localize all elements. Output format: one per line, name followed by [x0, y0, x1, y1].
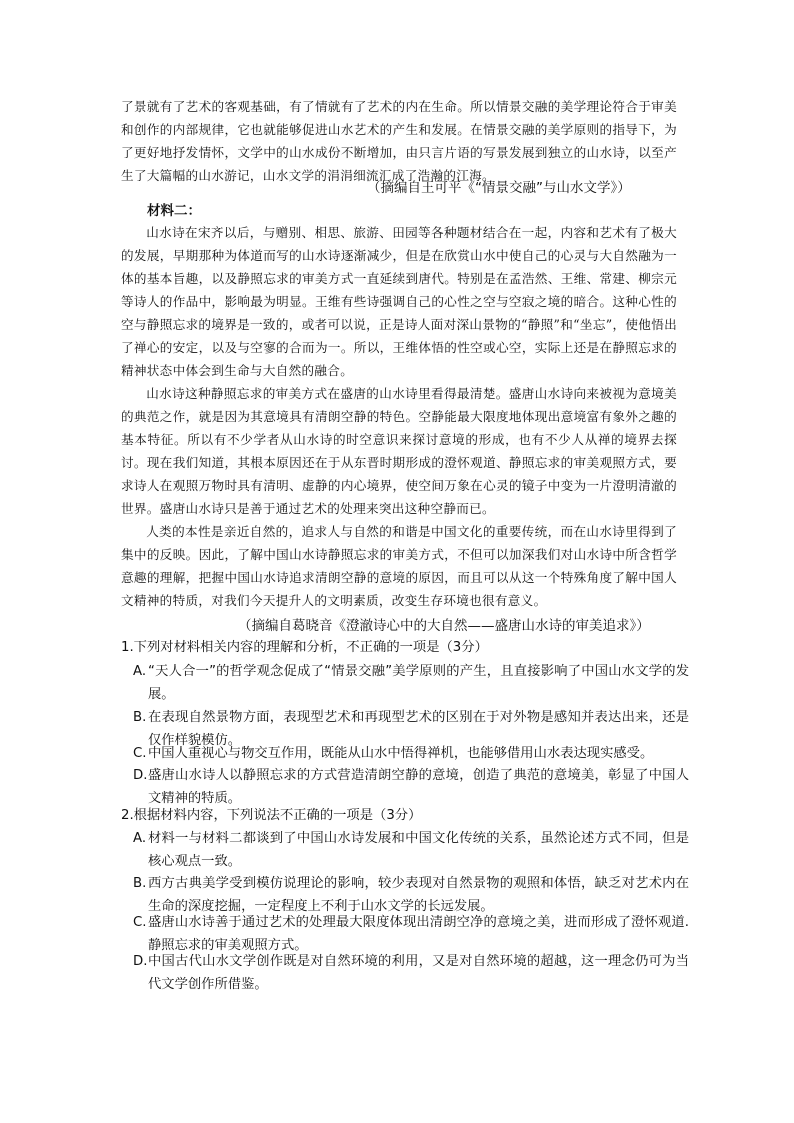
option-letter: C.: [133, 746, 147, 761]
option-letter: D.: [133, 954, 148, 969]
option-letter: D.: [133, 768, 148, 783]
material-two-paragraph-1: 山水诗在宋齐以后，与赠别、相思、旅游、田园等各种题材结合在一起，内容和艺术有了极大的发展，早期那种为体道而写的山水诗逐渐减少，但是在欣赏山水中使自己的心灵与大自然融为一体的基本旨趣，以及静照忘求的审美方式一直延续到唐代。特别是在孟浩然、王维、常建、柳宗元等诗人的作品中，影响最为明显。王维有些诗强调自己的心性之空与空寂之境的暗合。这种心性的空与静照忘求的境界是一致的，或者可以说，正是诗人面对深山景物的“静照”和“坐忘”，使他悟出了禅心的安定，以及与空寥的合而为一。所以，王维体悟的性空或心空，实际上还是在静照忘求的精神状态中体会到生命与大自然的融合。: [121, 225, 677, 378]
material-two-body: [121, 221, 677, 612]
option-letter: B.: [133, 710, 147, 725]
question-1-option-a[interactable]: [133, 660, 689, 706]
option-letter: A.: [133, 831, 147, 846]
material-two-paragraph-2: 山水诗这种静照忘求的审美方式在盛唐的山水诗里看得最清楚。盛唐山水诗向来被视为意境美的典范之作，就是因为其意境具有清朗空静的特色。空静能最大限度地体现出意境富有象外之趣的基本特征。所以有不少学者从山水诗的时空意识来探讨意境的形成，也有不少人从禅的境界去探讨。现在我们知道，其根本原因还在于从东晋时期形成的澄怀观道、静照忘求的审美观照方式，要求诗人在观照万物时具有清明、虚静的内心境界，使空间万象在心灵的镜子中变为一片澄明清澈的世界。盛唐山水诗只是善于通过艺术的处理来突出这种空静而已。: [121, 386, 677, 516]
question-1-option-d[interactable]: [133, 764, 689, 810]
material-two-heading: 材料二：: [147, 203, 201, 219]
question-2-option-d[interactable]: [133, 950, 689, 996]
option-text: 西方古典美学受到模仿说理论的影响，较少表现对自然景物的观照和体悟，缺乏对艺术内在生命的深度挖掘，一定程度上不利于山水文学的长远发展。: [148, 876, 689, 914]
option-text: “天人合一”的哲学观念促成了“情景交融”美学原则的产生，且直接影响了中国山水文学的发展。: [148, 664, 689, 702]
material-one-source: （摘编自王可平《“情景交融”与山水文学》）: [367, 180, 631, 196]
question-1-stem: 1.下列对材料相关内容的理解和分析，不正确的一项是（3分）: [121, 640, 488, 655]
option-text: 材料一与材料二都谈到了中国山水诗发展和中国文化传统的关系，虽然论述方式不同，但是核心观点一致。: [148, 831, 689, 869]
option-letter: A.: [133, 664, 147, 679]
question-1-option-c[interactable]: [133, 742, 689, 765]
option-letter: C.: [133, 915, 147, 930]
option-letter: B.: [133, 876, 147, 891]
option-text: 中国人重视心与物交互作用，既能从山水中悟得禅机，也能够借用山水表达现实感受。: [148, 746, 654, 761]
option-text: 中国古代山水文学创作既是对自然环境的利用，又是对自然环境的超越，这一理念仍可为当代文学创作所借鉴。: [148, 954, 689, 992]
question-2-stem: 2.根据材料内容，下列说法不正确的一项是（3分）: [121, 808, 422, 823]
material-one-excerpt: [121, 95, 677, 187]
material-two-paragraph-3: 人类的本性是亲近自然的，追求人与自然的和谐是中国文化的重要传统，而在山水诗里得到了集中的反映。因此，了解中国山水诗静照忘求的审美方式，不但可以加深我们对山水诗中所含哲学意趣的理解，把握中国山水诗追求清朗空静的意境的原因，而且可以从这一个特殊角度了解中国人文精神的特质，对我们今天提升人的文明素质，改变生存环境也很有意义。: [121, 524, 677, 608]
option-text: 在表现自然景物方面，表现型艺术和再现型艺术的区别在于对外物是感知并表达出来，还是仅作样貌模仿。: [148, 710, 689, 748]
material-one-paragraph: 了景就有了艺术的客观基础，有了情就有了艺术的内在生命。所以情景交融的美学理论符合于审美和创作的内部规律，它也就能够促进山水艺术的产生和发展。在情景交融的美学原则的指导下，为了更好地抒发情怀，文学中的山水成份不断增加，由只言片语的写景发展到独立的山水诗，以至产生了大篇幅的山水游记，山水文学的涓涓细流汇成了浩瀚的江海。: [121, 99, 677, 183]
option-text: 盛唐山水诗人以静照忘求的方式营造清朗空静的意境，创造了典范的意境美，彰显了中国人文精神的特质。: [148, 768, 689, 806]
option-text: 盛唐山水诗善于通过艺术的处理最大限度体现出清朗空净的意境之美，进而形成了澄怀观道.静照忘求的审美观照方式。: [148, 915, 689, 953]
material-two-source: （摘编自葛晓音《澄澈诗心中的大自然——盛唐山水诗的审美追求》）: [238, 618, 650, 634]
question-2-option-a[interactable]: [133, 827, 689, 873]
